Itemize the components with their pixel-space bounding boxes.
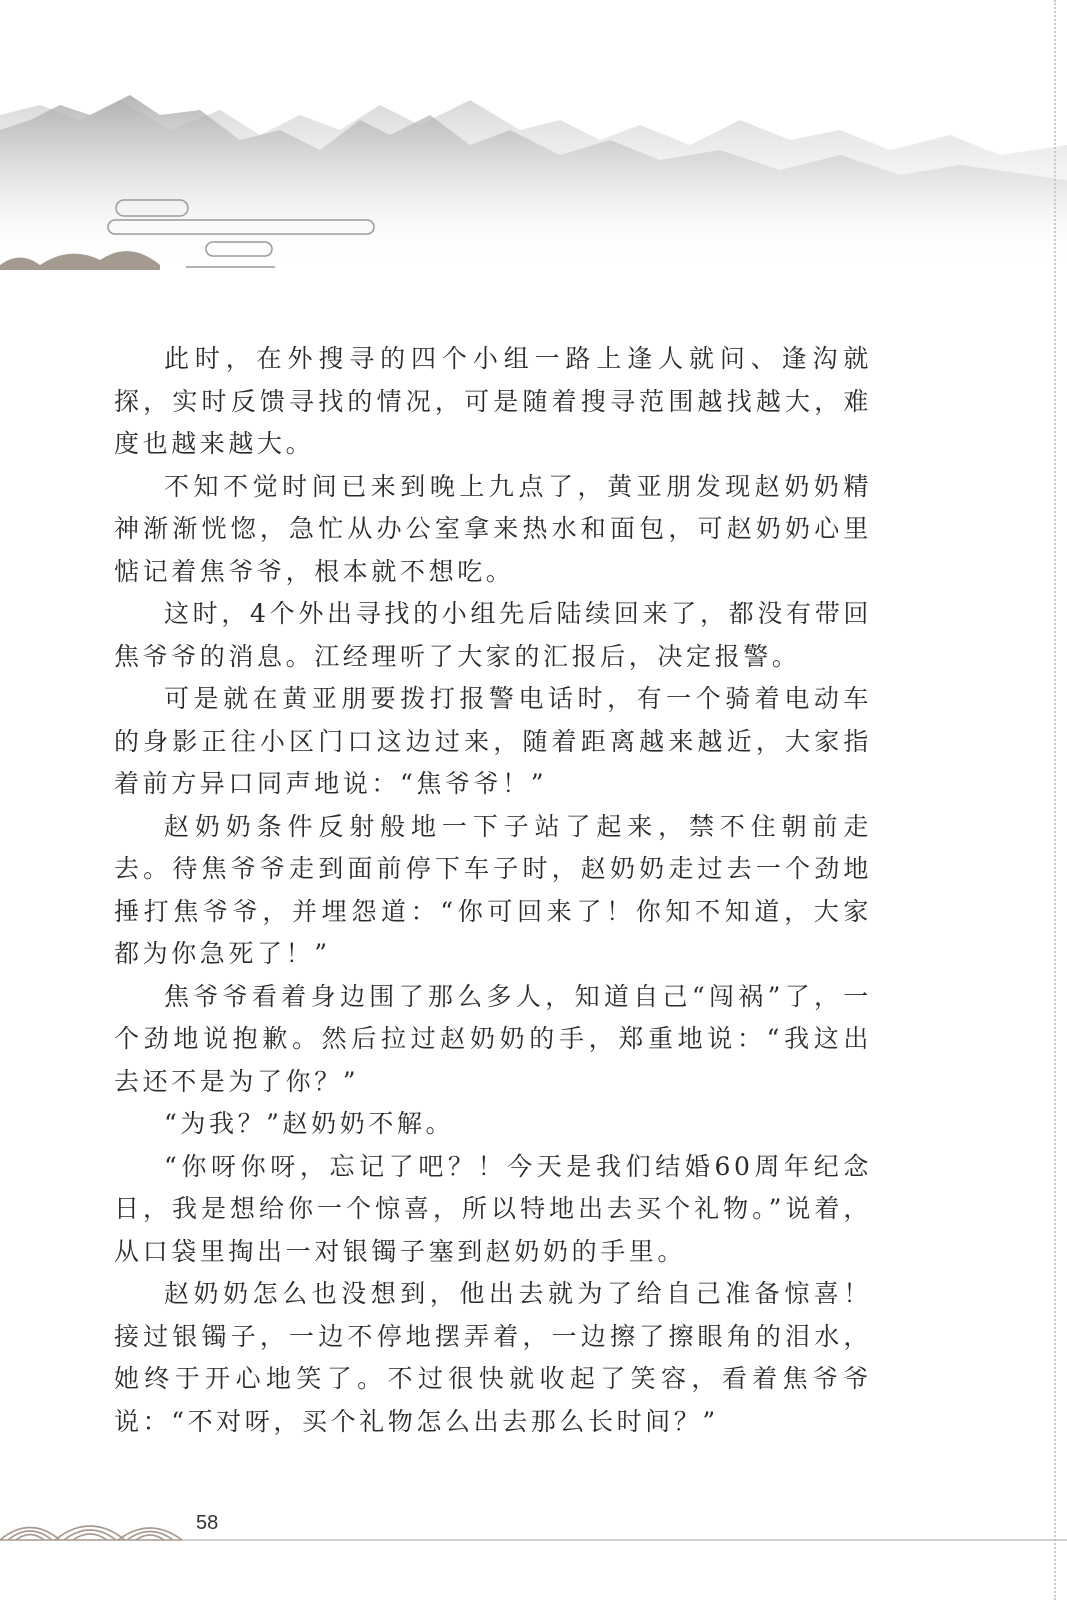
paragraph-9: 赵奶奶怎么也没想到，他出去就为了给自己准备惊喜！接过银镯子，一边不停地摆弄着，一边擦了擦眼角的泪水，她终于开心地笑了。不过很快就收起了笑容，看着焦爷爷说：“不对呀，买个礼物怎么出去那么长时间？”	[114, 1279, 872, 1436]
page-number: 58	[196, 1512, 219, 1534]
paragraph-3: 这时，4个外出寻找的小组先后陆续回来了，都没有带回焦爷爷的消息。江经理听了大家的汇报后，决定报警。	[114, 599, 872, 671]
paragraph-5: 赵奶奶条件反射般地一下子站了起来，禁不住朝前走去。待焦爷爷走到面前停下车子时，赵奶奶走过去一个劲地捶打焦爷爷，并埋怨道：“你可回来了！你知不知道，大家都为你急死了！”	[114, 811, 872, 968]
paragraph-4: 可是就在黄亚朋要拨打报警电话时，有一个骑着电动车的身影正往小区门口这边过来，随着距离越来越近，大家指着前方异口同声地说：“焦爷爷！”	[114, 684, 872, 798]
mountain-landscape-header	[0, 60, 1067, 290]
page-edge-dotted-line	[1054, 0, 1056, 1600]
paragraph-7: “为我？”赵奶奶不解。	[164, 1109, 455, 1138]
paragraph-8: “你呀你呀，忘记了吧？！今天是我们结婚60周年纪念日，我是想给你一个惊喜，所以特地出去买个礼物。”说着，从口袋里掏出一对银镯子塞到赵奶奶的手里。	[114, 1151, 872, 1266]
paragraph-6: 焦爷爷看着身边围了那么多人，知道自己“闯祸”了，一个劲地说抱歉。然后拉过赵奶奶的手，郑重地说：“我这出去还不是为了你？”	[114, 981, 872, 1096]
paragraph-1: 此时，在外搜寻的四个小组一路上逢人就问、逢沟就探，实时反馈寻找的情况，可是随着搜寻范围越找越大，难度也越来越大。	[114, 344, 872, 458]
body-text	[114, 338, 872, 1443]
wave-ornament-footer	[0, 1510, 1067, 1550]
paragraph-2: 不知不觉时间已来到晚上九点了，黄亚朋发现赵奶奶精神渐渐恍惚，急忙从办公室拿来热水和面包，可赵奶奶心里惦记着焦爷爷，根本就不想吃。	[114, 471, 872, 586]
